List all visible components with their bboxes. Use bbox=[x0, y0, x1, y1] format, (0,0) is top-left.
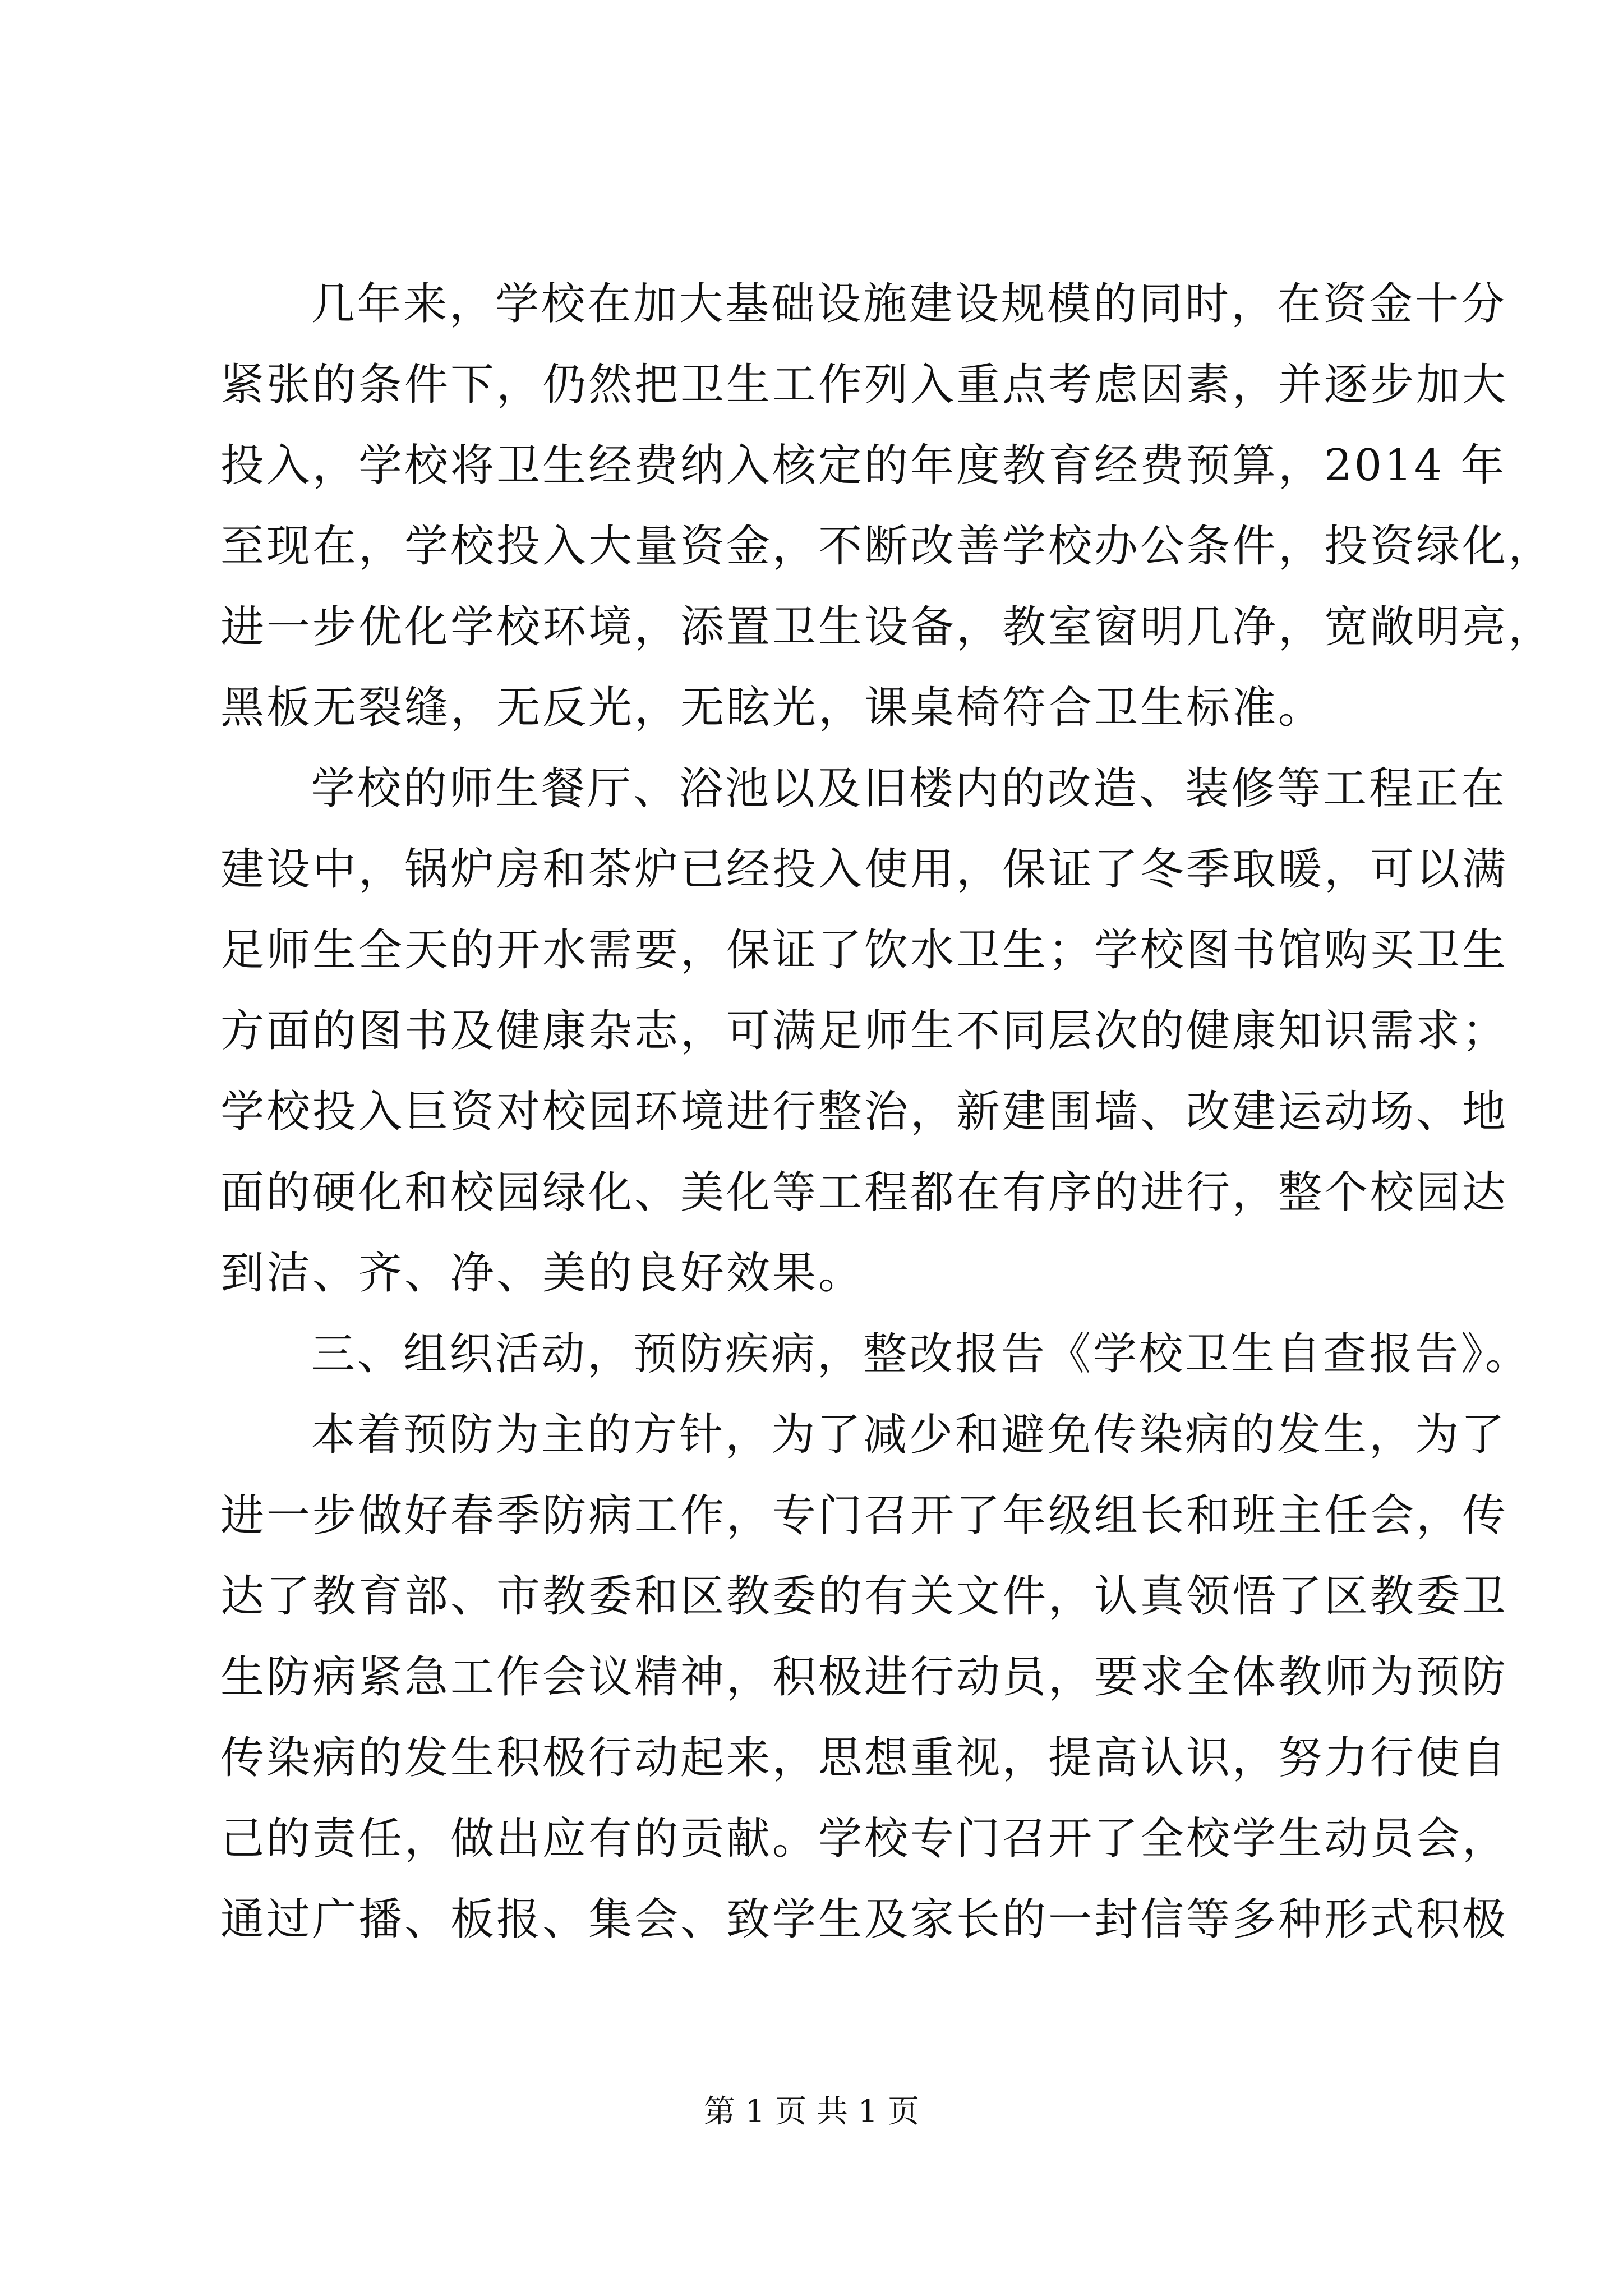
text-line: 至现在，学校投入大量资金，不断改善学校办公条件，投资绿化， bbox=[220, 521, 1555, 572]
text-line: 黑板无裂缝，无反光，无眩光，课桌椅符合卫生标准。 bbox=[220, 683, 1325, 733]
text-line: 学校的师生餐厅、浴池以及旧楼内的改造、装修等工程正在 bbox=[311, 763, 1507, 814]
text-line: 三、组织活动，预防疾病，整改报告《学校卫生自查报告》。 bbox=[311, 1329, 1532, 1379]
text-line: 建设中，锅炉房和茶炉已经投入使用，保证了冬季取暖，可以满 bbox=[220, 844, 1509, 895]
text-line: 进一步优化学校环境，添置卫生设备，教室窗明几净，宽敞明亮， bbox=[220, 602, 1555, 652]
section-heading bbox=[220, 1314, 1532, 1395]
text-line: 达了教育部、市教委和区教委的有关文件，认真领悟了区教委卫 bbox=[220, 1571, 1509, 1622]
page-footer bbox=[0, 2090, 1623, 2134]
page-number-label: 第 1 页 共 1 页 bbox=[703, 2093, 920, 2130]
paragraph-1 bbox=[220, 264, 1555, 748]
text-line: 投入，学校将卫生经费纳入核定的年度教育经费预算，2014 年 bbox=[220, 440, 1507, 491]
text-line: 己的责任，做出应有的贡献。学校专门召开了全校学生动员会， bbox=[220, 1814, 1509, 1864]
text-line: 紧张的条件下，仍然把卫生工作列入重点考虑因素，并逐步加大 bbox=[220, 360, 1509, 410]
text-line: 足师生全天的开水需要，保证了饮水卫生；学校图书馆购买卫生 bbox=[220, 925, 1509, 976]
text-line: 传染病的发生积极行动起来，思想重视，提高认识，努力行使自 bbox=[220, 1733, 1509, 1783]
paragraph-3 bbox=[220, 1395, 1509, 1960]
text-line: 本着预防为主的方针，为了减少和避免传染病的发生，为了 bbox=[311, 1410, 1507, 1460]
text-line: 通过广播、板报、集会、致学生及家长的一封信等多种形式积极 bbox=[220, 1894, 1509, 1945]
text-line: 几年来，学校在加大基础设施建设规模的同时，在资金十分 bbox=[311, 279, 1507, 329]
text-line: 方面的图书及健康杂志，可满足师生不同层次的健康知识需求； bbox=[220, 1006, 1509, 1056]
paragraph-2 bbox=[220, 748, 1509, 1314]
text-line: 进一步做好春季防病工作，专门召开了年级组长和班主任会，传 bbox=[220, 1490, 1509, 1541]
document-body bbox=[220, 264, 1555, 1960]
text-line: 面的硬化和校园绿化、美化等工程都在有序的进行，整个校园达 bbox=[220, 1167, 1509, 1218]
text-line: 到洁、齐、净、美的良好效果。 bbox=[220, 1248, 865, 1299]
text-line: 生防病紧急工作会议精神，积极进行动员，要求全体教师为预防 bbox=[220, 1652, 1509, 1703]
text-line: 学校投入巨资对校园环境进行整治，新建围墙、改建运动场、地 bbox=[220, 1087, 1509, 1137]
